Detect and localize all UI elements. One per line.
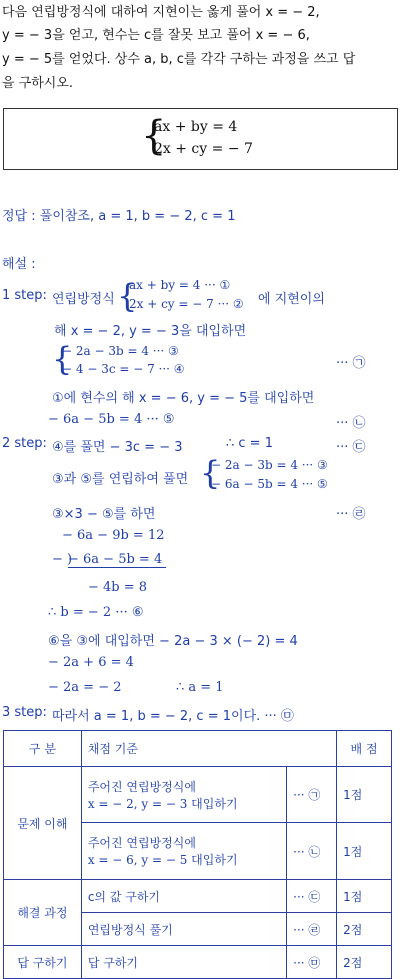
mark-cell: ··· ㉤ bbox=[287, 946, 337, 979]
criteria-cell: c의 값 구하기 bbox=[81, 880, 286, 913]
step1-eq1: ax + by = 4 ··· ① bbox=[129, 278, 231, 292]
brace-icon: { bbox=[141, 113, 167, 159]
mark-c: ··· ㉢ bbox=[336, 440, 366, 455]
step1-tail: 에 지현이의 bbox=[258, 292, 325, 307]
s1-line2: 해 x = − 2, y = − 3을 대입하면 bbox=[54, 324, 247, 339]
answer-line: 정답 : 풀이참조, a = 1, b = − 2, c = 1 bbox=[2, 209, 236, 224]
equation-2: 2x + cy = − 7 bbox=[154, 141, 253, 157]
problem-line-4: 을 구하시오. bbox=[2, 76, 74, 91]
s2-eq2: − 6a − 5b = 4 ··· ⑤ bbox=[211, 477, 328, 491]
brace-icon: { bbox=[117, 277, 138, 315]
mark-cell: ··· ㉠ bbox=[287, 767, 337, 823]
s2-line3: ③×3 − ⑤를 하면 bbox=[52, 507, 156, 522]
group-answer: 답 구하기 bbox=[4, 946, 82, 979]
calc-line-2: − 6a − 5b = 4 bbox=[68, 552, 166, 568]
s1-eq4: − 4 − 3c = − 7 ··· ④ bbox=[62, 362, 185, 376]
criteria-cell bbox=[81, 767, 286, 823]
s2-eq1: − 2a − 3b = 4 ··· ③ bbox=[211, 458, 328, 472]
step2-text: ④를 풀면 − 3c = − 3 bbox=[52, 440, 183, 455]
score-cell: 1점 bbox=[337, 823, 392, 880]
mark-a: ··· ㉠ bbox=[336, 356, 366, 371]
calc-minus-prefix: − ) bbox=[52, 552, 73, 567]
step1-label: 1 step: bbox=[2, 288, 47, 303]
table-row bbox=[4, 946, 392, 979]
mark-b: ··· ㉡ bbox=[336, 416, 366, 431]
s2-line2: ③과 ⑤를 연립하여 풀면 bbox=[52, 472, 189, 487]
calc-line-1: − 6a − 9b = 12 bbox=[62, 528, 165, 543]
score-cell: 2점 bbox=[337, 913, 392, 946]
problem-line-3: y = − 5를 얻었다. 상수 a, b, c를 각각 구하는 과정을 쓰고 답 bbox=[2, 52, 356, 67]
grading-header-row bbox=[4, 731, 392, 767]
mark-cell: ··· ㉣ bbox=[287, 913, 337, 946]
calc-line-5: ⑥을 ③에 대입하면 − 2a − 3 × (− 2) = 4 bbox=[48, 634, 298, 649]
criteria-line: 주어진 연립방정식에 bbox=[87, 779, 196, 794]
criteria-line: x = − 6, y = − 5 대입하기 bbox=[87, 853, 238, 867]
table-row bbox=[4, 767, 392, 823]
s1-line3: ①에 현수의 해 x = − 6, y = − 5를 대입하면 bbox=[52, 391, 315, 406]
mark-d: ··· ㉣ bbox=[336, 507, 366, 522]
grading-table bbox=[3, 730, 392, 979]
calc-line-7a: − 2a = − 2 bbox=[48, 680, 122, 695]
step1-eq2: 2x + cy = − 7 ··· ② bbox=[129, 297, 244, 311]
equation-1: ax + by = 4 bbox=[154, 119, 238, 135]
table-row bbox=[4, 880, 392, 913]
step3-text: 따라서 a = 1, b = − 2, c = 1이다. ··· ㉤ bbox=[52, 709, 294, 724]
header-score: 배 점 bbox=[337, 731, 392, 767]
calc-line-6: − 2a + 6 = 4 bbox=[48, 655, 134, 670]
calc-line-7b: ∴ a = 1 bbox=[176, 680, 224, 695]
score-cell: 1점 bbox=[337, 880, 392, 913]
score-cell: 1점 bbox=[337, 767, 392, 823]
step1-text: 연립방정식 bbox=[52, 292, 115, 307]
criteria-cell bbox=[81, 823, 286, 880]
step2-result: ∴ c = 1 bbox=[226, 436, 273, 451]
brace-icon: { bbox=[200, 454, 221, 492]
s1-eq3: − 2a − 3b = 4 ··· ③ bbox=[62, 344, 179, 358]
solution-heading: 해설 : bbox=[2, 257, 36, 272]
mark-cell: ··· ㉡ bbox=[287, 823, 337, 880]
criteria-line: 주어진 연립방정식에 bbox=[87, 836, 196, 850]
problem-line-1: 다음 연립방정식에 대하여 지현이는 옳게 풀어 x = − 2, bbox=[2, 5, 320, 20]
score-cell: 2점 bbox=[337, 946, 392, 979]
criteria-line: x = − 2, y = − 3 대입하기 bbox=[87, 796, 238, 811]
brace-icon: { bbox=[52, 340, 73, 378]
criteria-cell: 연립방정식 풀기 bbox=[81, 913, 286, 946]
s1-eq5: − 6a − 5b = 4 ··· ⑤ bbox=[48, 412, 175, 427]
equation-box bbox=[3, 108, 398, 170]
criteria-cell: 답 구하기 bbox=[81, 946, 286, 979]
calc-line-4: ∴ b = − 2 ··· ⑥ bbox=[48, 605, 144, 620]
group-understanding: 문제 이해 bbox=[4, 767, 82, 880]
mark-cell: ··· ㉢ bbox=[287, 880, 337, 913]
header-criteria: 채점 기준 bbox=[81, 731, 336, 767]
header-category: 구 분 bbox=[4, 731, 82, 767]
calc-line-3: − 4b = 8 bbox=[88, 580, 148, 595]
problem-line-2: y = − 3을 얻고, 현수는 c를 잘못 보고 풀어 x = − 6, bbox=[2, 28, 310, 43]
step2-label: 2 step: bbox=[2, 436, 47, 451]
step3-label: 3 step: bbox=[2, 705, 47, 720]
group-solving: 해결 과정 bbox=[4, 880, 82, 946]
